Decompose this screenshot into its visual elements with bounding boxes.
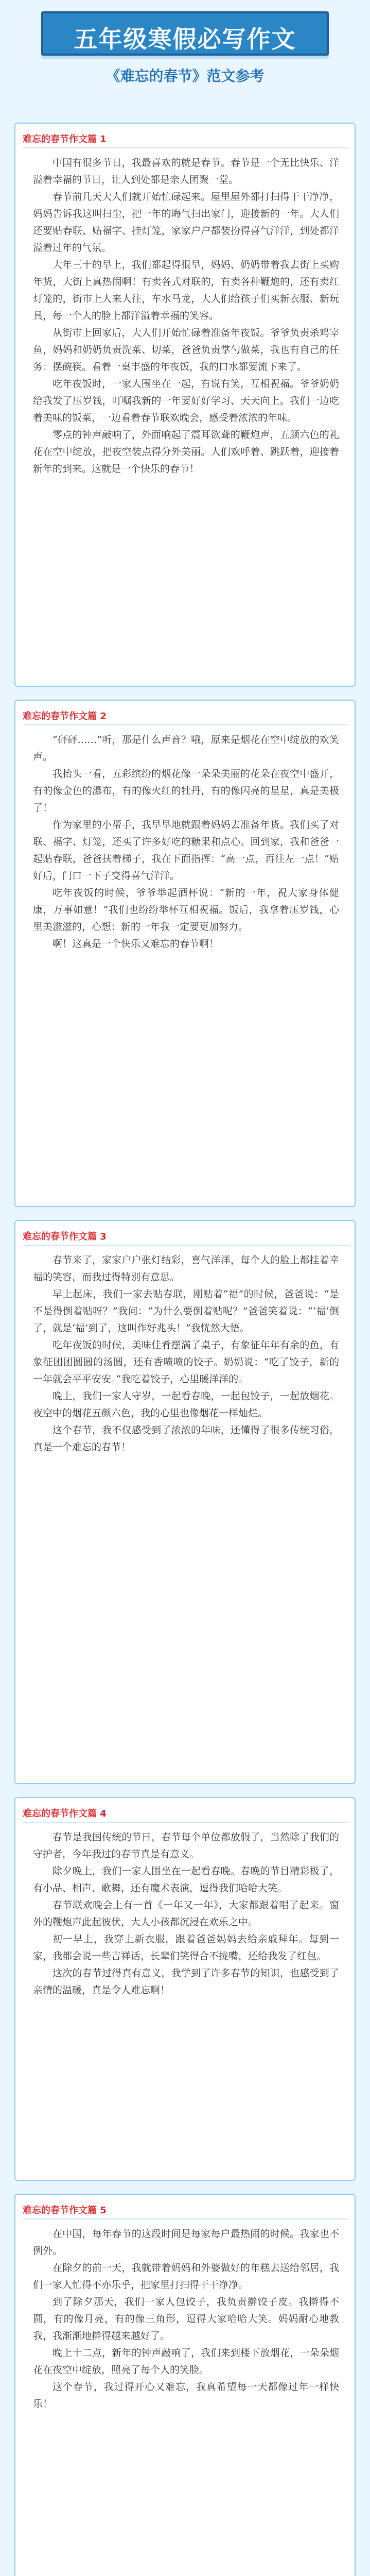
essay-paragraph: 到了除夕那天，我们一家人包饺子，我负责擀饺子皮。我擀得不圆，有的像月亮，有的像三角形，逗得大家哈哈大笑。妈妈耐心地教我，我渐渐地擀得越来越好了。: [33, 2296, 339, 2342]
essay-paragraph: 晚上，我们一家人守岁，一起看春晚，一起包饺子，一起放烟花。夜空中的烟花五颜六色，我的心里也像烟花一样灿烂。: [33, 1391, 339, 1419]
title-divider: [23, 1245, 349, 1246]
essay-body: [33, 1829, 339, 1999]
essay-paragraph: 零点的钟声敲响了，外面响起了震耳欲聋的鞭炮声，五颜六色的礼花在空中绽放，把夜空装点得分外美丽。人们欢呼着、跳跃着，迎接着新年的到来。这就是一个快乐的春节！: [33, 429, 339, 474]
essay-card-1: [14, 123, 356, 687]
title-divider: [23, 724, 349, 725]
essay-paragraph: 中国有很多节日，我最喜欢的就是春节。春节是一个无比快乐、洋溢着幸福的节日，让人到处都是亲人团聚一堂。: [33, 157, 339, 185]
essay-paragraph: 吃年夜饭时，一家人围坐在一起，有说有笑，互相祝福。爷爷奶奶给我发了压岁钱，叮嘱我新的一年要好好学习、天天向上。我们一边吃着美味的饭菜，一边看着春节联欢晚会，感受着浓浓的年味。: [33, 378, 339, 423]
essay-paragraph: 晚上十二点，新年的钟声敲响了，我们来到楼下放烟花，一朵朵烟花在夜空中绽放，照亮了每个人的笑脸。: [33, 2347, 339, 2376]
title-banner: [41, 11, 329, 56]
essay-paragraph: 除夕晚上，我们一家人围坐在一起看春晚。春晚的节目精彩极了，有小品、相声、歌舞，还有魔术表演，逗得我们哈哈大笑。: [33, 1866, 339, 1894]
page-header: [0, 0, 370, 118]
essay-paragraph: 在中国，每年春节的这段时间是每家每户最热闹的时候。我家也不例外。: [33, 2228, 339, 2257]
essay-paragraph: 初一早上，我穿上新衣服，跟着爸爸妈妈去给亲戚拜年。每到一家，我都会说一些吉祥话，长辈们笑得合不拢嘴，还给我发了红包。: [33, 1934, 339, 1962]
page-title: 五年级寒假必写作文: [74, 25, 296, 53]
essay-paragraph: 吃年夜饭的时候，爷爷举起酒杯说：“新的一年，祝大家身体健康，万事如意！”我们也纷纷举杯互相祝福。饭后，我拿着压岁钱，心里美滋滋的，心想：新的一年我一定要更加努力。: [33, 887, 339, 933]
essay-paragraph: 春节前几天大人们就开始忙碌起来。屋里屋外都打扫得干干净净，妈妈告诉我这叫扫尘，把一年的晦气扫出家门，迎接新的一年。大人们还要贴春联、贴福字、挂灯笼，家家户户都装扮得喜气洋洋，到处都洋溢着过年的气氛。: [33, 191, 339, 253]
essay-body: [33, 2226, 339, 2413]
essay-title: 难忘的春节作文篇 2: [23, 711, 107, 722]
essay-title: 难忘的春节作文篇 4: [23, 1808, 107, 1819]
essay-card-4: [14, 1797, 356, 2181]
essay-paragraph: 啊！这真是一个快乐又难忘的春节啊！: [52, 938, 219, 950]
essay-paragraph: 这个春节，我不仅感受到了浓浓的年味，还懂得了很多传统习俗，真是一个难忘的春节！: [33, 1425, 339, 1453]
essay-paragraph: 这个春节，我过得开心又难忘，我真希望每一天都像过年一样快乐！: [33, 2381, 339, 2410]
essay-paragraph: 我抬头一看，五彩缤纷的烟花像一朵朵美丽的花朵在夜空中盛开，有的像金色的瀑布，有的像火红的牡丹，有的像闪亮的星星，真是美极了！: [33, 768, 339, 814]
essay-paragraph: 春节联欢晚会上有一首《一年又一年》，大家都跟着唱了起来。窗外的鞭炮声此起彼伏，大人小孩都沉浸在欢乐之中。: [33, 1900, 339, 1928]
essay-card-5: [14, 2194, 356, 2576]
essay-title: 难忘的春节作文篇 1: [23, 134, 107, 145]
essay-paragraph: 在除夕的前一天，我就带着妈妈和外婆做好的年糕去送给邻居，我们一家人忙得不亦乐乎，把家里打扫得干干净净。: [33, 2262, 339, 2291]
title-divider: [23, 147, 349, 148]
title-divider: [23, 2218, 349, 2219]
essay-card-3: [14, 1220, 356, 1784]
essay-paragraph: “砰砰……”听，那是什么声音？哦，原来是烟花在空中绽放的欢笑声。: [33, 734, 339, 762]
essay-paragraph: 作为家里的小帮手，我早早地就跟着妈妈去准备年货。我们买了对联、福字、灯笼，还买了许多好吃的糖果和点心。回到家，我和爸爸一起贴春联，爸爸扶着梯子，我在下面指挥：“高一点，再往左一点！”贴好后，门口一下子变得喜气洋洋。: [33, 819, 339, 882]
essay-title: 难忘的春节作文篇 3: [23, 1231, 107, 1242]
essay-title: 难忘的春节作文篇 5: [23, 2205, 107, 2216]
essay-body: [33, 1252, 339, 1456]
essay-paragraph: 春节来了，家家户户张灯结彩，喜气洋洋，每个人的脸上都挂着幸福的笑容，而我过得特别有意思。: [33, 1255, 339, 1283]
essay-paragraph: 春节是我国传统的节日，春节每个单位都放假了，当然除了我们的守护者，今年我过的春节真是有意义。: [33, 1832, 339, 1860]
essay-paragraph: 这次的春节过得真有意义，我学到了许多春节的知识，也感受到了亲情的温暖，真是令人难忘啊！: [33, 1968, 339, 1996]
essay-body: [33, 732, 339, 953]
essay-body: [33, 155, 339, 478]
essay-paragraph: 早上起床，我们一家去贴春联，刚贴着“福”的时候，爸爸说：“是不是得倒着贴呀？”我问：“为什么要倒着贴呢？”爸爸笑着说：“‘福’倒了，就是‘福’到了，这叫作好兆头！”我恍然大悟。: [33, 1289, 339, 1334]
title-divider: [23, 1822, 349, 1823]
essay-paragraph: 从街市上回家后，大人们开始忙碌着准备年夜饭。爷爷负责杀鸡宰鱼，妈妈和奶奶负责洗菜、切菜，爸爸负责掌勺做菜，我也有自己的任务：摆碗筷。看着一桌丰盛的年夜饭，我的口水都要流下来了。: [33, 327, 339, 372]
essay-paragraph: 大年三十的早上，我们都起得很早，妈妈、奶奶带着我去街上买购年货，大街上真热闹啊！有卖各式对联的，有卖各种鞭炮的，还有卖红灯笼的，街市上人来人往，车水马龙，大人们给孩子们买新衣服、新玩具，每一个人的脸上都洋溢着幸福的笑容。: [33, 259, 339, 321]
essay-paragraph: 吃年夜饭的时候，美味佳肴摆满了桌子，有象征年年有余的鱼，有象征团团圆圆的汤圆，还有香喷喷的饺子。奶奶说：“吃了饺子，新的一年就会平平安安。”我吃着饺子，心里暖洋洋的。: [33, 1340, 339, 1385]
essay-card-2: [14, 700, 356, 1207]
page-subtitle: 《难忘的春节》范文参考: [105, 67, 265, 84]
